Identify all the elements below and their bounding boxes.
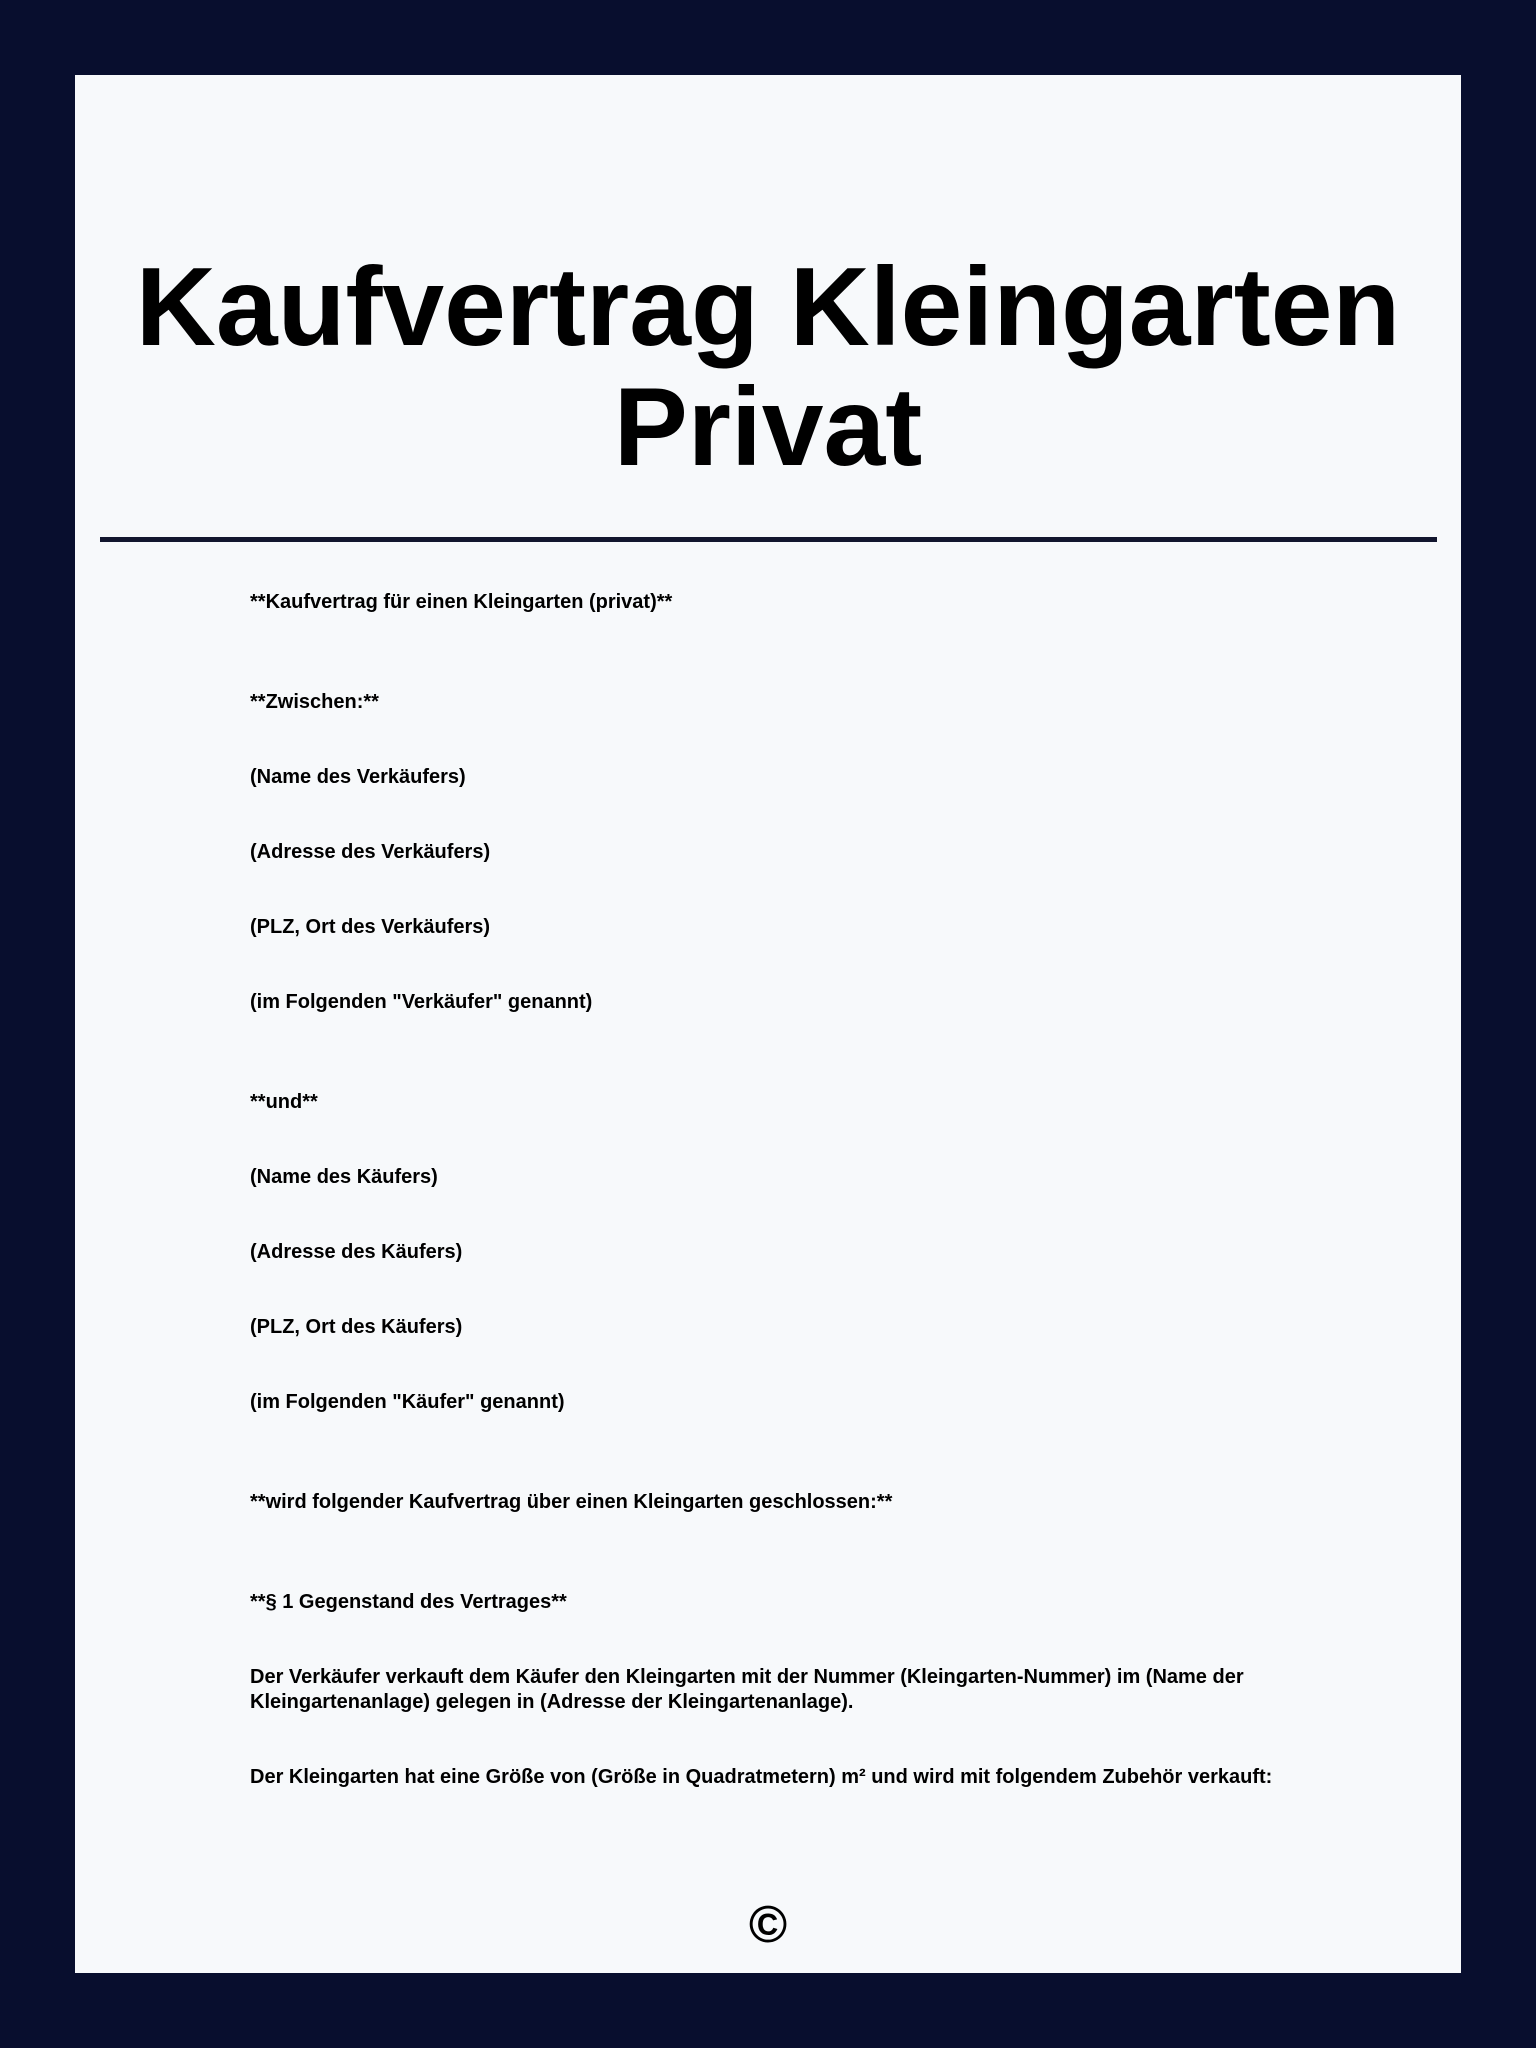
agreement-statement: **wird folgender Kaufvertrag über einen Kleingarten geschlossen:**: [250, 1491, 893, 1513]
section-1-heading: **§ 1 Gegenstand des Vertrages**: [250, 1591, 567, 1613]
buyer-name: (Name des Käufers): [250, 1166, 438, 1188]
title-divider: [100, 537, 1437, 542]
seller-designation: (im Folgenden "Verkäufer" genannt): [250, 991, 593, 1013]
buyer-address: (Adresse des Käufers): [250, 1241, 463, 1263]
seller-name: (Name des Verkäufers): [250, 766, 466, 788]
parties-and: **und**: [250, 1091, 318, 1113]
copyright-icon: ©: [748, 1896, 788, 1954]
buyer-city: (PLZ, Ort des Käufers): [250, 1316, 463, 1338]
buyer-designation: (im Folgenden "Käufer" genannt): [250, 1391, 565, 1413]
section-1-paragraph-2: Der Kleingarten hat eine Größe von (Größe in Quadratmetern) m² und wird mit folgendem Zubehör verkauft:: [250, 1766, 1273, 1788]
contract-heading: **Kaufvertrag für einen Kleingarten (privat)**: [250, 591, 673, 613]
seller-city: (PLZ, Ort des Verkäufers): [250, 916, 491, 938]
document-page: [75, 75, 1461, 1973]
parties-intro: **Zwischen:**: [250, 691, 379, 713]
document-title: Kaufvertrag Kleingarten Privat: [135, 245, 1401, 489]
seller-address: (Adresse des Verkäufers): [250, 841, 491, 863]
section-1-paragraph-1: Der Verkäufer verkauft dem Käufer den Kleingarten mit der Nummer (Kleingarten-Nummer) im (Name der Kleingartenanlage) gelegen in (Adresse der Kleingartenanlage).: [250, 1666, 1244, 1713]
